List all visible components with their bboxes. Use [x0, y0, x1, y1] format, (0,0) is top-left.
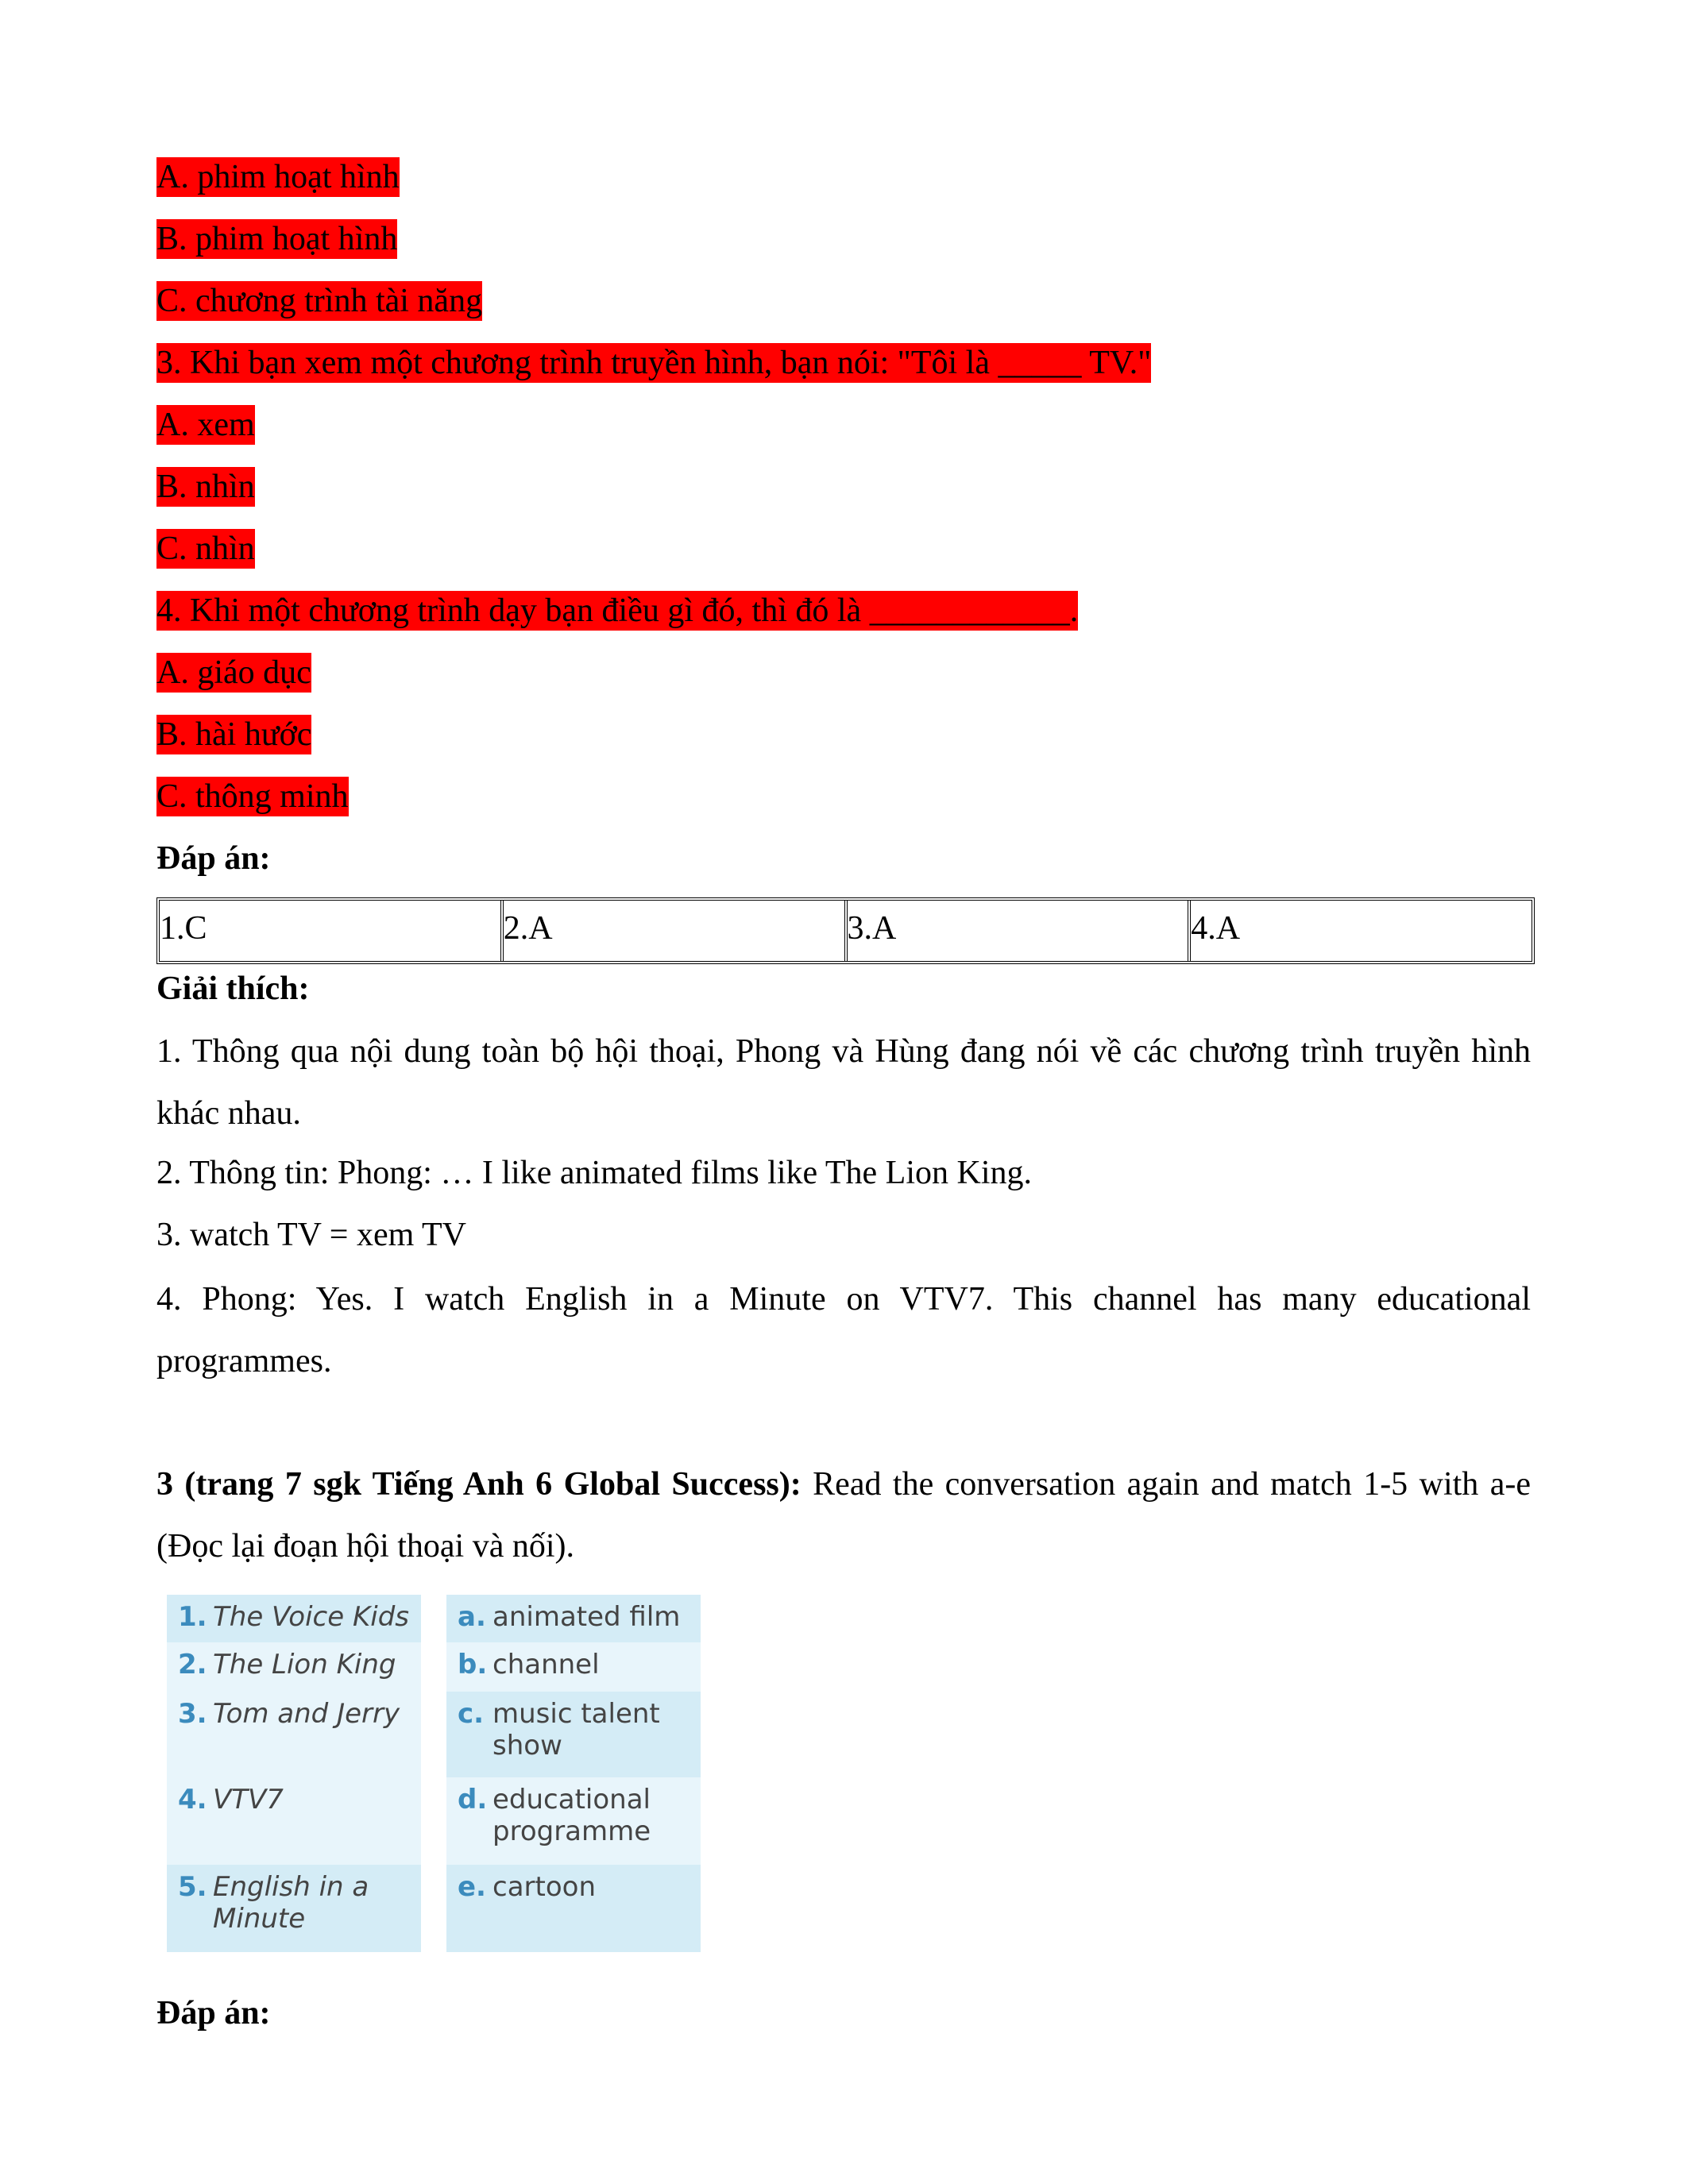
answer-cell: 4.A	[1188, 901, 1532, 961]
option-q3-c: C. nhìn	[156, 531, 255, 567]
answer-cell: 2.A	[500, 901, 844, 961]
explanation-2: 2. Thông tin: Phong: … I like animated films like The Lion King.	[156, 1155, 1033, 1191]
exercise-3-text: Read the conversation again and match 1-5 with a-e (Đọc lại đoạn hội thoại và nối).	[156, 1466, 1531, 1565]
question-4: 4. Khi một chương trình dạy bạn điều gì đó, thì đó là ____________.	[156, 592, 1079, 629]
answer-heading: Đáp án:	[156, 840, 271, 877]
explanation-1: 1. Thông qua nội dung toàn bộ hội thoại, Phong và Hùng đang nói về các chương trình truyền hình khác nhau.	[156, 1033, 1531, 1132]
match-left-item: 1. The Voice Kids	[167, 1595, 421, 1642]
match-right-item: e. cartoon	[446, 1865, 701, 1952]
answer-table	[156, 897, 1535, 964]
question-3: 3. Khi bạn xem một chương trình truyền hình, bạn nói: "Tôi là _____ TV."	[156, 345, 1152, 381]
answer-cell: 3.A	[844, 901, 1188, 961]
match-right-item: c. music talent show	[446, 1692, 701, 1777]
match-left-item: 5. English in a Minute	[167, 1865, 421, 1952]
match-left-item: 4. VTV7	[167, 1777, 421, 1865]
exercise-3-title: 3 (trang 7 sgk Tiếng Anh 6 Global Success):	[156, 1466, 802, 1503]
option-q4-a: A. giáo dục	[156, 654, 311, 691]
match-right-item: d. educational programme	[446, 1777, 701, 1865]
exercise-3-prompt	[156, 1453, 1531, 1577]
answer-cell: 1.C	[160, 910, 207, 947]
option-q3-a: A. xem	[156, 407, 255, 443]
matching-table	[167, 1595, 703, 1952]
option-q3-b: B. nhìn	[156, 469, 255, 505]
option-q4-b: B. hài hước	[156, 716, 312, 753]
option-q2-c: C. chương trình tài năng	[156, 283, 483, 319]
option-q2-a: A. phim hoạt hình	[156, 159, 400, 195]
match-left-item: 3. Tom and Jerry	[167, 1692, 421, 1777]
match-right-item: b. channel	[446, 1642, 701, 1692]
match-left-item: 2. The Lion King	[167, 1642, 421, 1692]
explanation-heading: Giải thích:	[156, 970, 310, 1007]
answer-heading-2: Đáp án:	[156, 1995, 271, 2032]
match-right-item: a. animated film	[446, 1595, 701, 1642]
explanation-4: 4. Phong: Yes. I watch English in a Minute on VTV7. This channel has many educational programmes.	[156, 1281, 1531, 1379]
option-q4-c: C. thông minh	[156, 778, 349, 815]
option-q2-b: B. phim hoạt hình	[156, 221, 398, 257]
explanation-3: 3. watch TV = xem TV	[156, 1217, 466, 1253]
